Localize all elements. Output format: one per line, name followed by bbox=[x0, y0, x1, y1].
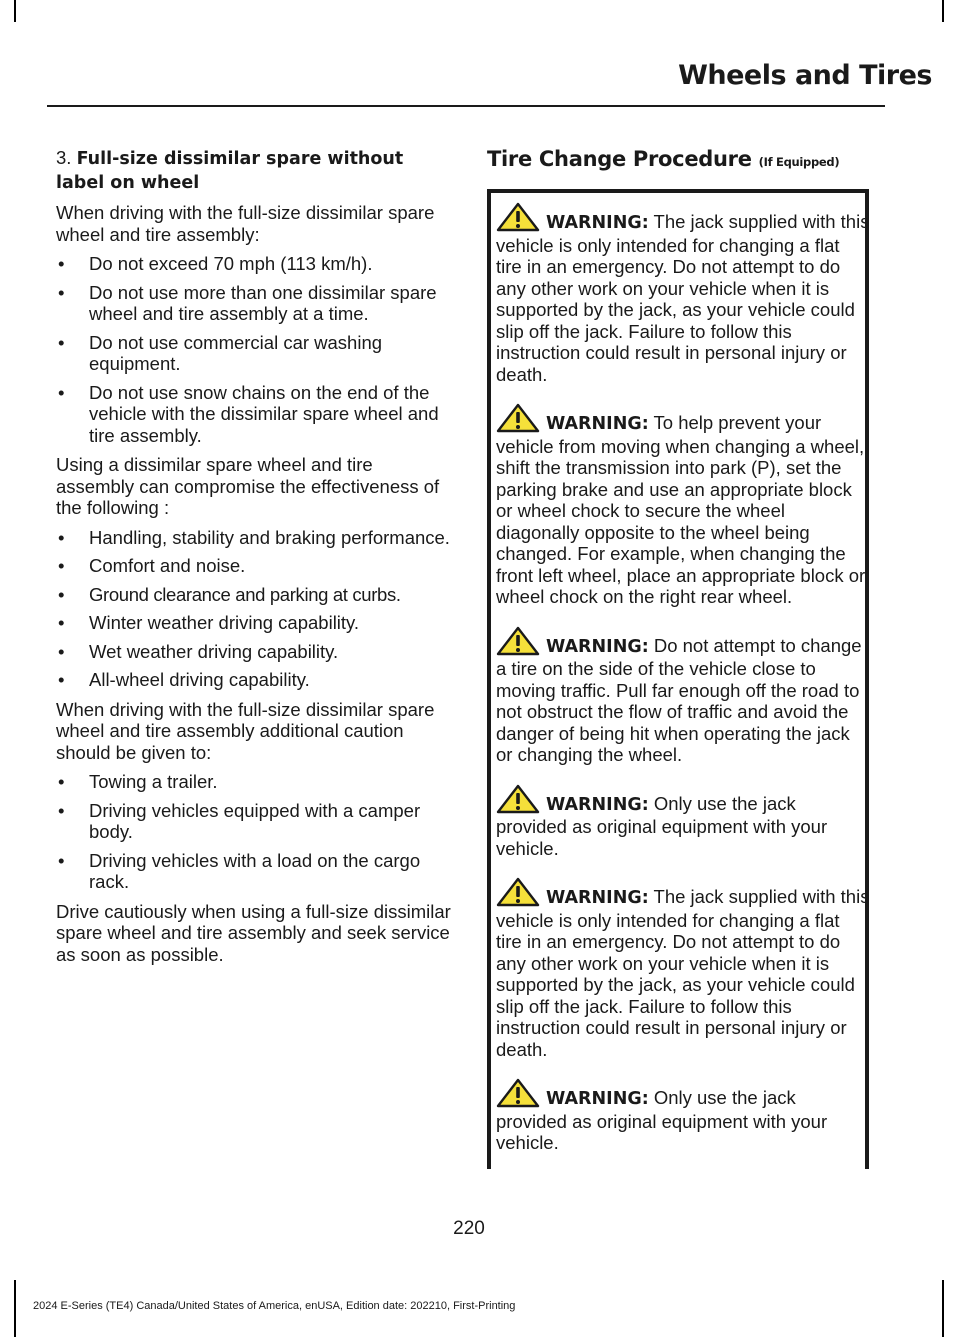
list-item: • Towing a trailer. bbox=[58, 771, 218, 792]
list-item: • Wet weather driving capability. bbox=[58, 640, 339, 662]
bullet-dot: • bbox=[58, 612, 65, 633]
list-item: • Do not exceed 70 mph (113 km/h). bbox=[58, 253, 373, 274]
item-heading-text: Full-size dissimilar spare without label on wheel bbox=[56, 149, 404, 193]
caution-list bbox=[56, 771, 452, 893]
crop-mark-bottom-right bbox=[942, 1280, 944, 1337]
warning-label: WARNING: bbox=[546, 213, 649, 233]
list-item: • Winter weather driving capability. bbox=[58, 612, 360, 633]
bullet-dot: • bbox=[58, 640, 65, 662]
header-divider bbox=[47, 105, 885, 107]
bullet-dot: • bbox=[58, 583, 65, 605]
list-item: • Do not use more than one dissimilar spare wheel and tire assembly at a time. bbox=[58, 281, 437, 324]
warning-text: Do not attempt to change a tire on the side of the vehicle close to moving traffic. Pull far enough off the road to not obstruct the flow of traffic and avoid the danger of being hit when operating the jack or changing the wheel. bbox=[496, 634, 862, 765]
list-item: • Driving vehicles equipped with a camper body. bbox=[58, 799, 421, 842]
bullet-dot: • bbox=[58, 381, 65, 403]
warning-triangle-icon bbox=[496, 877, 540, 907]
right-column bbox=[487, 147, 879, 1153]
list-item: • Handling, stability and braking performance. bbox=[58, 526, 450, 548]
warning-item bbox=[496, 202, 870, 385]
list-item: • Ground clearance and parking at curbs. bbox=[58, 583, 401, 605]
warning-label: WARNING: bbox=[546, 414, 649, 434]
item-number: 3. bbox=[56, 147, 72, 168]
item-heading bbox=[56, 147, 452, 194]
crop-mark-top-right bbox=[942, 0, 944, 22]
page-number: 220 bbox=[453, 1218, 485, 1239]
warning-text: The jack supplied with this vehicle is only intended for changing a flat tire in an emergency. Do not attempt to do any other work on your vehicle when it is supported by the jack, as your vehicle could slip off the jack. Failure to follow this instruction could result in personal injury or death. bbox=[496, 211, 870, 385]
warning-triangle-icon bbox=[496, 626, 540, 656]
rules-list bbox=[56, 253, 452, 446]
warning-item bbox=[496, 784, 870, 860]
bullet-dot: • bbox=[58, 799, 65, 821]
section-qualifier: (If Equipped) bbox=[758, 155, 840, 169]
warning-text: To help prevent your vehicle from moving when changing a wheel, shift the transmission into park (P), set the parking brake and use an appropriate block or wheel chock to secure the wheel diagonally opposite to the wheel being changed. For example, when changing the front left wheel, place an appropriate block or wheel chock on the right rear wheel. bbox=[496, 412, 866, 607]
warning-label: WARNING: bbox=[546, 794, 649, 815]
bullet-dot: • bbox=[58, 555, 65, 576]
compromise-list bbox=[56, 527, 452, 691]
warning-label: WARNING: bbox=[546, 1089, 649, 1109]
bullet-dot: • bbox=[58, 669, 65, 690]
warning-text: Only use the jack provided as original equipment with your vehicle. bbox=[496, 1087, 828, 1153]
warning-label: WARNING: bbox=[546, 636, 649, 657]
warning-item bbox=[496, 403, 870, 608]
crop-mark-bottom-left bbox=[14, 1280, 16, 1337]
warning-triangle-icon bbox=[496, 1078, 540, 1108]
list-item: • Comfort and noise. bbox=[58, 555, 246, 576]
list-item: • All-wheel driving capability. bbox=[58, 669, 310, 690]
warning-label: WARNING: bbox=[546, 888, 649, 908]
bullet-dot: • bbox=[58, 281, 65, 303]
warning-triangle-icon bbox=[496, 784, 540, 814]
section-title bbox=[487, 147, 879, 171]
warnings-container bbox=[496, 202, 870, 1172]
warning-item bbox=[496, 626, 870, 766]
page-title: Wheels and Tires bbox=[678, 60, 932, 91]
left-column bbox=[56, 147, 452, 973]
bullet-dot: • bbox=[58, 331, 65, 353]
bullet-dot: • bbox=[58, 849, 65, 871]
bullet-dot: • bbox=[58, 526, 65, 548]
warning-item bbox=[496, 877, 870, 1060]
warning-triangle-icon bbox=[496, 403, 540, 433]
caution-paragraph: When driving with the full-size dissimilar spare wheel and tire assembly additional caution should be given to: bbox=[56, 698, 435, 763]
compromise-paragraph: Using a dissimilar spare wheel and tire assembly can compromise the effectiveness of the following : bbox=[56, 454, 440, 518]
intro-paragraph: When driving with the full-size dissimilar spare wheel and tire assembly: bbox=[56, 202, 435, 245]
warning-item bbox=[496, 1078, 870, 1154]
section-title-text: Tire Change Procedure bbox=[487, 147, 752, 171]
closing-paragraph: Drive cautiously when using a full-size dissimilar spare wheel and tire assembly and seek service as soon as possible. bbox=[56, 900, 451, 965]
crop-mark-top-left bbox=[14, 0, 16, 22]
warning-text: Only use the jack provided as original equipment with your vehicle. bbox=[496, 792, 828, 859]
list-item: • Do not use snow chains on the end of the vehicle with the dissimilar spare wheel and tire assembly. bbox=[58, 381, 439, 446]
list-item: • Driving vehicles with a load on the cargo rack. bbox=[58, 849, 421, 892]
list-item: • Do not use commercial car washing equipment. bbox=[58, 331, 383, 374]
edition-footer: 2024 E-Series (TE4) Canada/United States of America, enUSA, Edition date: 202210, First-Printing bbox=[33, 1300, 516, 1312]
warning-text: The jack supplied with this vehicle is only intended for changing a flat tire in an emergency. Do not attempt to do any other work on your vehicle when it is supported by the jack, as your vehicle could slip off the jack. Failure to follow this instruction could result in personal injury or death. bbox=[496, 886, 870, 1060]
bullet-dot: • bbox=[58, 771, 65, 792]
bullet-dot: • bbox=[58, 253, 65, 274]
warning-triangle-icon bbox=[496, 202, 540, 232]
